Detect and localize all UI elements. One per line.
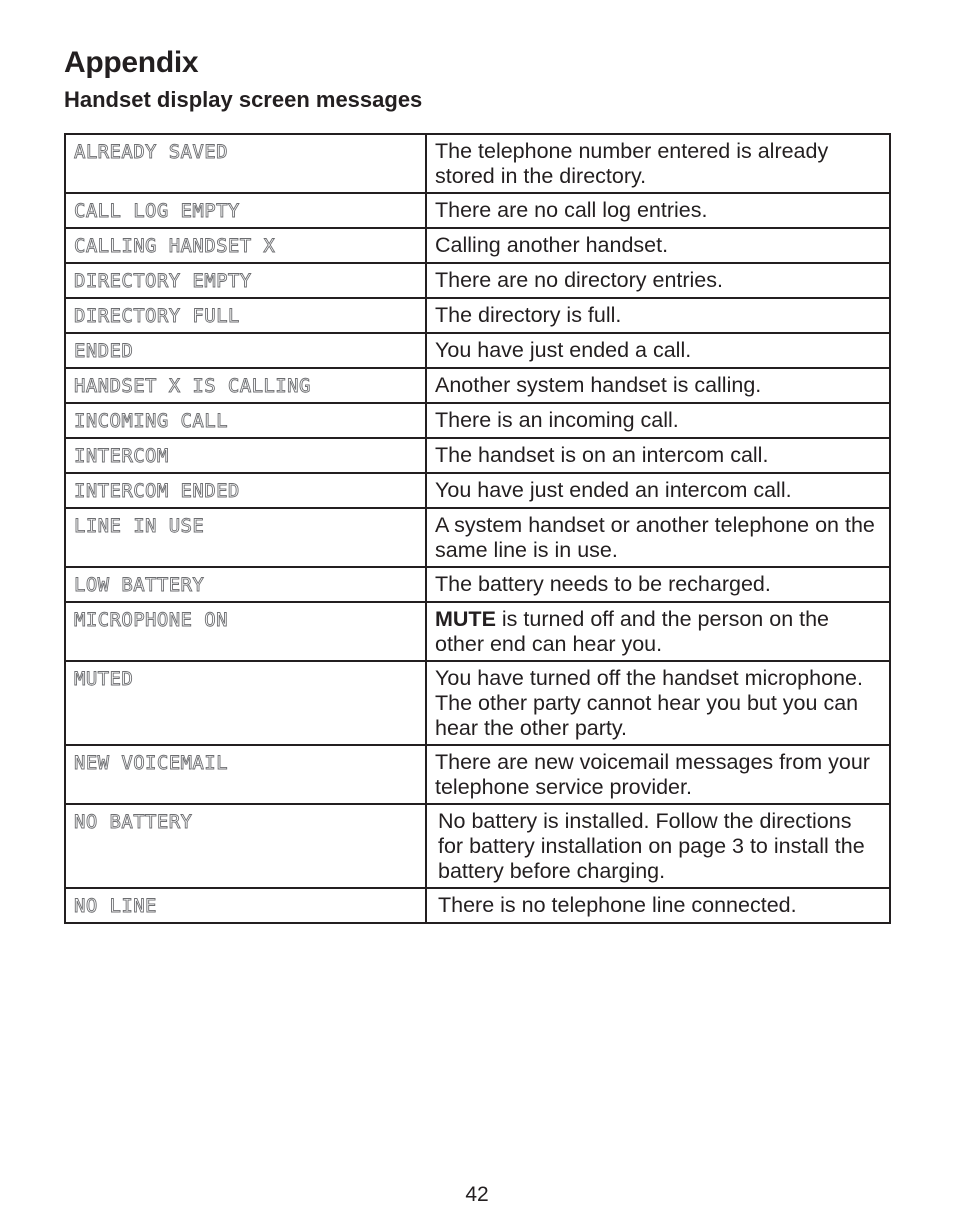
display-message-code: MUTED xyxy=(65,661,426,745)
table-row xyxy=(65,804,890,888)
display-message-code: INCOMING CALL xyxy=(65,403,426,438)
table-row xyxy=(65,403,890,438)
message-description: There are no call log entries. xyxy=(426,193,890,228)
display-message-code: DIRECTORY FULL xyxy=(65,298,426,333)
table-row xyxy=(65,193,890,228)
display-message-code: NO BATTERY xyxy=(65,804,426,888)
message-description-text: is turned off and the person on the other end can hear you. xyxy=(435,607,830,656)
display-messages-table xyxy=(64,133,891,924)
display-message-code: NO LINE xyxy=(65,888,426,923)
message-description: You have just ended a call. xyxy=(426,333,890,368)
message-description xyxy=(426,602,890,661)
table-row xyxy=(65,508,890,567)
message-description: You have turned off the handset microphone. The other party cannot hear you but you can hear the other party. xyxy=(426,661,890,745)
display-message-code: DIRECTORY EMPTY xyxy=(65,263,426,298)
display-message-code: MICROPHONE ON xyxy=(65,602,426,661)
display-message-code: ENDED xyxy=(65,333,426,368)
message-description: There is an incoming call. xyxy=(426,403,890,438)
page-title: Appendix xyxy=(64,46,199,79)
message-description: The telephone number entered is already stored in the directory. xyxy=(426,134,890,193)
display-message-code: ALREADY SAVED xyxy=(65,134,426,193)
table-row xyxy=(65,333,890,368)
display-message-code: INTERCOM ENDED xyxy=(65,473,426,508)
display-message-code: INTERCOM xyxy=(65,438,426,473)
table-row xyxy=(65,602,890,661)
message-description: You have just ended an intercom call. xyxy=(426,473,890,508)
table-row xyxy=(65,438,890,473)
message-description: Calling another handset. xyxy=(426,228,890,263)
message-description: There are new voicemail messages from your telephone service provider. xyxy=(426,745,890,804)
table-row xyxy=(65,134,890,193)
display-message-code: HANDSET X IS CALLING xyxy=(65,368,426,403)
display-message-code: NEW VOICEMAIL xyxy=(65,745,426,804)
display-message-code: CALLING HANDSET X xyxy=(65,228,426,263)
message-description: The directory is full. xyxy=(426,298,890,333)
message-description: The handset is on an intercom call. xyxy=(426,438,890,473)
table-row xyxy=(65,368,890,403)
message-description: The battery needs to be recharged. xyxy=(426,567,890,602)
table-row xyxy=(65,661,890,745)
section-title: Handset display screen messages xyxy=(64,87,423,112)
message-description: There are no directory entries. xyxy=(426,263,890,298)
message-description: No battery is installed. Follow the directions for battery installation on page 3 to install the battery before charging. xyxy=(426,804,890,888)
message-description: There is no telephone line connected. xyxy=(426,888,890,923)
table-row xyxy=(65,298,890,333)
display-message-code: LOW BATTERY xyxy=(65,567,426,602)
mute-keyword: MUTE xyxy=(435,607,496,631)
message-description: Another system handset is calling. xyxy=(426,368,890,403)
table-row xyxy=(65,888,890,923)
table-row xyxy=(65,263,890,298)
display-message-code: LINE IN USE xyxy=(65,508,426,567)
page-number: 42 xyxy=(465,1183,489,1206)
table-row xyxy=(65,745,890,804)
display-message-code: CALL LOG EMPTY xyxy=(65,193,426,228)
table-row xyxy=(65,567,890,602)
message-description: A system handset or another telephone on the same line is in use. xyxy=(426,508,890,567)
table-row xyxy=(65,473,890,508)
table-row xyxy=(65,228,890,263)
